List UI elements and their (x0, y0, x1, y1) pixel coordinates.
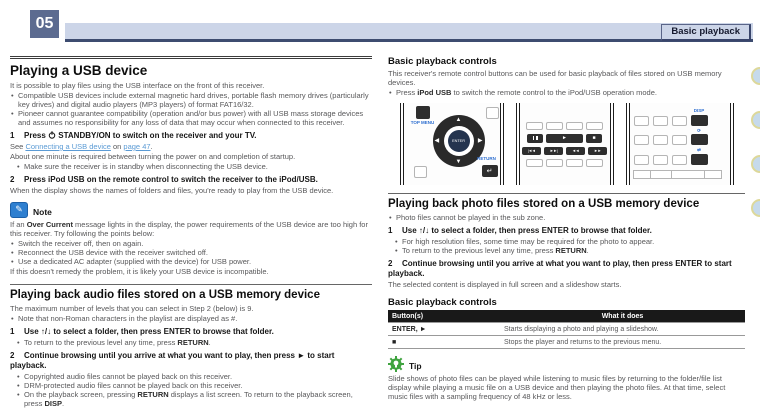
remote-blank-button (546, 159, 563, 167)
audio-intro-text: The maximum number of levels that you can select in Step 2 (below) is 9. (10, 304, 254, 313)
note-icon: ✎ (10, 202, 28, 218)
page-nav-circle[interactable] (751, 67, 760, 85)
remote-panel-transport (516, 103, 614, 185)
table-header-what-it-does: What it does (601, 312, 644, 320)
remote-control-illustration (388, 103, 745, 185)
remote-blank-button (634, 135, 649, 145)
bullet-standby-disconnect: • Make sure the receiver is in standby when disconnecting the USB device. (16, 162, 372, 171)
shuffle-button (691, 154, 708, 165)
table-header-row (388, 310, 745, 322)
left-arrow-icon: ◀ (434, 138, 440, 144)
controls-bullets (388, 88, 745, 97)
note-heading (10, 202, 372, 218)
remote-panel-dpad (400, 103, 504, 185)
remote-blank-button (672, 135, 687, 145)
table-row (388, 322, 745, 335)
controls-title: Basic playback controls (388, 56, 497, 67)
bullet-no-guarantee: • Pioneer cannot guarantee compatibility (operation and/or bus power) with all USB mass storage devices and assumes no responsibility for any loss of data that may occur when connected to this receiver. (10, 109, 372, 127)
enter-button: ENTER (448, 130, 470, 152)
shuffle-icon: ⇄ (697, 147, 701, 153)
bullet-return-previous-photo: • To return to the previous level any time, press RETURN. (394, 246, 745, 255)
fast-forward-button: ►► (588, 147, 607, 155)
down-arrow-icon: ▼ (455, 159, 462, 165)
right-arrow-icon: ▶ (477, 138, 483, 144)
photo-step-1: 1 Use ↑/↓ to select a folder, then press ENTER to browse that folder. (388, 226, 652, 235)
link-page-47[interactable]: page 47 (123, 142, 151, 151)
table-cell-button: ■ (392, 338, 397, 346)
remote-panel-display (626, 103, 734, 185)
note-bullets (10, 239, 372, 266)
remote-blank-button (653, 116, 668, 126)
bullet-compatible-devices: • Compatible USB devices include external magnetic hard drives, portable flash memory drives (particularly key drives) and digital audio players (MP3 players) of format FAT16/32. (10, 91, 372, 109)
audio-step-1-bullets (10, 338, 372, 347)
note-label: Note (33, 207, 52, 217)
photo-step-2-result: The selected content is displayed in full screen and a slideshow starts. (388, 280, 622, 289)
return-label: RETURN (477, 156, 496, 161)
repeat-icon: ⟳ (697, 127, 701, 133)
bullet-playback-screen: • On the playback screen, pressing RETURN displays a list screen. To return to the playback screen, press DISP. (16, 390, 372, 408)
chapter-header-bar (65, 23, 753, 42)
pause-button (527, 134, 543, 143)
audio-step-1: 1 Use ↑/↓ to select a folder, then press ENTER to browse that folder. (10, 327, 274, 336)
remote-blank-button (546, 122, 563, 130)
remote-bottom-strip (634, 170, 726, 179)
section-title-photo-files: Playing back photo files stored on a USB memory device (388, 193, 745, 210)
bullet-switch-off-on: • Switch the receiver off, then on again. (10, 239, 372, 248)
bullet-return-previous: • To return to the previous level any time, press RETURN. (16, 338, 372, 347)
bullet-ac-adapter: • Use a dedicated AC adapter (supplied with the device) for USB power. (10, 257, 372, 266)
remote-blank-button (526, 159, 543, 167)
tip-label: Tip (409, 361, 422, 371)
remote-blank-button (653, 135, 668, 145)
bullet-drm: • DRM-protected audio files cannot be played back on this receiver. (16, 381, 372, 390)
bullet-reconnect: • Reconnect the USB device with the receiver switched off. (10, 248, 372, 257)
section-title-audio-files: Playing back audio files stored on a USB memory device (10, 284, 372, 301)
rewind-button: ◄◄ (566, 147, 585, 155)
play-button: ► (546, 134, 583, 143)
remote-blank-button (633, 170, 651, 179)
table-row (388, 335, 745, 348)
audio-step-2-bullets (10, 372, 372, 408)
tip-gear-icon (388, 356, 404, 372)
disp-label: DISP (693, 107, 705, 113)
step-2-result-text: When the display shows the names of folders and files, you're ready to play from the USB device. (10, 186, 334, 195)
up-arrow-icon: ▲ (455, 117, 462, 123)
remote-blank-button (414, 166, 427, 178)
bullet-copyrighted: • Copyrighted audio files cannot be played back on this receiver. (16, 372, 372, 381)
remote-blank-button (526, 122, 543, 130)
stop-button: ■ (586, 134, 602, 143)
return-button: ↵ (482, 165, 498, 177)
remote-blank-button (672, 116, 687, 126)
dpad-ring (444, 126, 474, 156)
step-1-standby: 1 Press STANDBY/ON to switch on the receiver and your TV. (10, 131, 257, 140)
standby-icon (48, 131, 56, 139)
remote-blank-button (586, 159, 603, 167)
note-paragraph: If an Over Current message lights in the display, the power requirements of the USB device are too high for this receiver. Try following the points below: (10, 220, 368, 238)
next-track-button: ►►| (544, 147, 563, 155)
bullet-high-resolution: • For high resolution files, some time may be required for the photo to appear. (394, 237, 745, 246)
page-nav-circle[interactable] (751, 111, 760, 129)
table-title: Basic playback controls (388, 297, 497, 308)
usb-intro-text: It is possible to play files using the USB interface on the front of this receiver. (10, 81, 265, 90)
section-title-usb-device: Playing a USB device (10, 56, 372, 78)
standby-bullet-list (10, 162, 372, 171)
remote-blank-button (566, 122, 583, 130)
table-cell-action: Starts displaying a photo and playing a slideshow. (504, 325, 659, 333)
top-menu-button (416, 106, 430, 119)
step-2-ipod-usb: 2 Press iPod USB on the remote control to switch the receiver to the iPod/USB. (10, 175, 318, 184)
remote-blank-button (566, 159, 583, 167)
table-cell-action: Stops the player and returns to the previous menu. (504, 338, 662, 346)
remote-blank-button (704, 170, 722, 179)
tip-heading (388, 356, 745, 372)
disp-button (691, 115, 708, 126)
audio-intro-bullets (10, 314, 372, 323)
page-number-badge: 05 (30, 10, 59, 38)
chapter-title-tab: Basic playback (661, 24, 751, 41)
remote-blank-button (671, 170, 705, 179)
tip-text: Slide shows of photo files can be played while listening to music files by returning to the folder/file list display while playing a music file on a USB device and then playing the photo files. At that time, select music files with a sampling frequency of 48 kHz or less. (388, 374, 726, 401)
previous-track-button: |◄◄ (522, 147, 541, 155)
usb-intro-bullets (10, 91, 372, 127)
remote-blank-button (486, 107, 499, 119)
bullet-non-roman: • Note that non-Roman characters in the playlist are displayed as #. (10, 314, 372, 323)
controls-table (388, 310, 745, 349)
bullet-press-ipod-usb: • Press iPod USB to switch the remote control to the iPod/USB operation mode. (388, 88, 745, 97)
remote-blank-button (586, 122, 603, 130)
photo-step-1-bullets (388, 237, 745, 255)
link-connecting-usb-device[interactable]: Connecting a USB device (25, 142, 111, 151)
remote-blank-button (672, 155, 687, 165)
remote-blank-button (650, 170, 672, 179)
table-cell-button: ENTER, ► (392, 325, 427, 333)
top-menu-label: TOP MENU (410, 120, 435, 125)
note-outro-text: If this doesn't remedy the problem, it is likely your USB device is incompatible. (10, 267, 269, 276)
repeat-button (691, 134, 708, 145)
remote-blank-button (634, 116, 649, 126)
remote-blank-button (634, 155, 649, 165)
photo-step-2: 2 Continue browsing until you arrive at what you want to play, then press ENTER to start playback. (388, 259, 732, 278)
photo-intro-bullets (388, 213, 745, 222)
page-nav-circle[interactable] (751, 199, 760, 217)
remote-blank-button (653, 155, 668, 165)
bullet-sub-zone: • Photo files cannot be played in the sub zone. (388, 213, 745, 222)
startup-note-text: About one minute is required between turning the power on and completion of startup. (10, 152, 296, 161)
audio-step-2: 2 Continue browsing until you arrive at what you want to play, then press ► to start playback. (10, 351, 335, 370)
controls-intro-text: This receiver's remote control buttons can be used for basic playback of files stored on USB memory devices. (388, 69, 722, 87)
page-nav-circle[interactable] (751, 155, 760, 173)
see-connecting-line: See Connecting a USB device on page 47. (10, 142, 153, 151)
table-header-buttons: Button(s) (392, 312, 424, 320)
right-column (388, 56, 745, 402)
left-column (10, 56, 372, 409)
